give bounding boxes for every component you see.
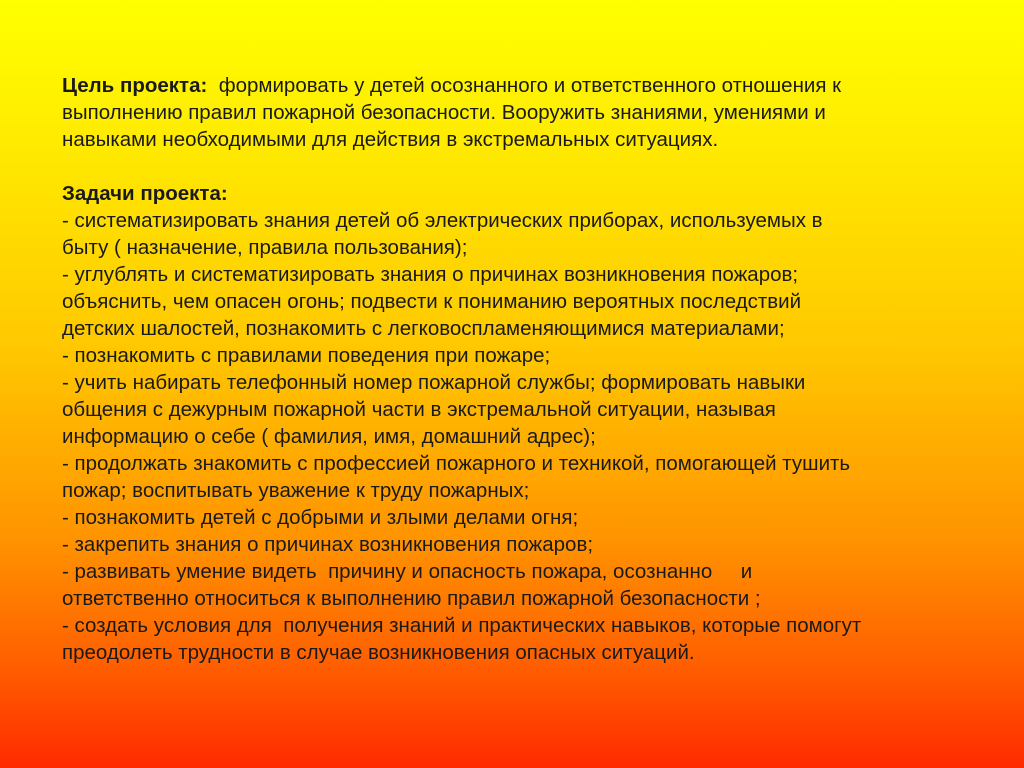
- tasks-line: - развивать умение видеть причину и опасность пожара, осознанно и: [62, 560, 753, 583]
- goal-paragraph: [62, 72, 962, 153]
- goal-line-1: [62, 72, 962, 99]
- tasks-line: детских шалостей, познакомить с легковоспламеняющимися материалами;: [62, 317, 785, 340]
- tasks-line: ответственно относиться к выполнению правил пожарной безопасности ;: [62, 587, 761, 610]
- tasks-line: общения с дежурным пожарной части в экстремальной ситуации, называя: [62, 398, 776, 421]
- paragraph-spacer: [62, 153, 962, 180]
- tasks-line: - систематизировать знания детей об электрических приборах, используемых в: [62, 209, 823, 232]
- tasks-line: - познакомить детей с добрыми и злыми делами огня;: [62, 506, 579, 529]
- goal-line-3: навыками необходимыми для действия в экстремальных ситуациях.: [62, 128, 719, 151]
- tasks-line: объяснить, чем опасен огонь; подвести к пониманию вероятных последствий: [62, 290, 802, 313]
- tasks-line: - учить набирать телефонный номер пожарной службы; формировать навыки: [62, 371, 806, 394]
- tasks-line: быту ( назначение, правила пользования);: [62, 236, 468, 259]
- tasks-label: Задачи проекта:: [62, 182, 228, 205]
- tasks-paragraph: [62, 180, 962, 666]
- tasks-line: - углублять и систематизировать знания о причинах возникновения пожаров;: [62, 263, 799, 286]
- goal-label: Цель проекта:: [62, 74, 208, 97]
- tasks-line: - создать условия для получения знаний и практических навыков, которые помогут: [62, 614, 862, 637]
- tasks-line: - познакомить с правилами поведения при пожаре;: [62, 344, 551, 367]
- tasks-line: информацию о себе ( фамилия, имя, домашний адрес);: [62, 425, 596, 448]
- slide-text-body: [62, 72, 962, 666]
- goal-line-2: выполнению правил пожарной безопасности. Вооружить знаниями, умениями и: [62, 101, 826, 124]
- tasks-line: - закрепить знания о причинах возникновения пожаров;: [62, 533, 594, 556]
- tasks-line: пожар; воспитывать уважение к труду пожарных;: [62, 479, 530, 502]
- tasks-line: преодолеть трудности в случае возникновения опасных ситуаций.: [62, 641, 695, 664]
- tasks-line: - продолжать знакомить с профессией пожарного и техникой, помогающей тушить: [62, 452, 851, 475]
- goal-text: формировать у детей осознанного и ответственного отношения к: [207, 74, 842, 97]
